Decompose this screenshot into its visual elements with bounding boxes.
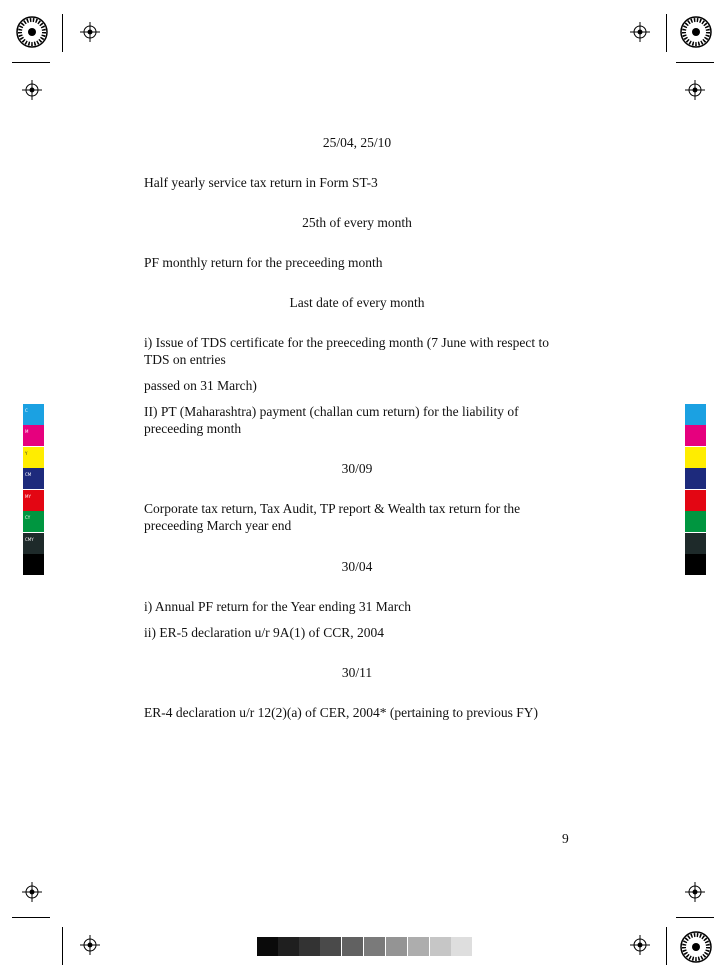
gray-scale-patch bbox=[320, 937, 341, 956]
registration-mark-icon bbox=[22, 882, 42, 902]
color-bar-patch: Y bbox=[23, 447, 44, 468]
color-bar-patch bbox=[685, 468, 706, 489]
compliance-item: ER-4 declaration u/r 12(2)(a) of CER, 2004* (pertaining to previous FY) bbox=[144, 705, 539, 720]
compliance-item: ii) ER-5 declaration u/r 9A(1) of CCR, 2004 bbox=[144, 625, 384, 640]
due-date: 30/04 bbox=[341, 559, 373, 574]
crop-line bbox=[666, 927, 667, 965]
gray-scale-patch bbox=[408, 937, 429, 956]
color-bar-patch bbox=[685, 490, 706, 511]
starburst-mark-icon bbox=[680, 931, 712, 963]
color-bar-patch: K bbox=[23, 554, 44, 575]
gray-scale-patch bbox=[257, 937, 278, 956]
gray-scale-patch bbox=[364, 937, 385, 956]
compliance-item: i) Issue of TDS certificate for the preeceding month (7 June with respect to TDS on entries bbox=[144, 335, 549, 367]
registration-mark-icon bbox=[80, 935, 100, 955]
due-date: 25th of every month bbox=[302, 215, 412, 230]
color-bar-patch bbox=[685, 511, 706, 532]
gray-scale-patch bbox=[430, 937, 451, 956]
compliance-item: passed on 31 March) bbox=[144, 378, 257, 393]
color-bar-patch: M bbox=[23, 425, 44, 446]
crop-line bbox=[676, 917, 714, 918]
crop-line bbox=[12, 62, 50, 63]
starburst-mark-icon bbox=[16, 16, 48, 48]
color-bar-patch: C bbox=[23, 404, 44, 425]
crop-line bbox=[62, 14, 63, 52]
registration-mark-icon bbox=[685, 882, 705, 902]
gray-scale-patch bbox=[278, 937, 299, 956]
gray-scale-patch bbox=[451, 937, 472, 956]
starburst-mark-icon bbox=[680, 16, 712, 48]
gray-scale-patch bbox=[386, 937, 407, 956]
compliance-item: II) PT (Maharashtra) payment (challan cum return) for the liability of preceeding month bbox=[144, 404, 519, 436]
compliance-item: i) Annual PF return for the Year ending 31 March bbox=[144, 599, 411, 614]
crop-line bbox=[12, 917, 50, 918]
due-date: 30/09 bbox=[341, 461, 373, 476]
color-bar-patch: MY bbox=[23, 490, 44, 511]
page-number: 9 bbox=[562, 831, 569, 846]
color-bar-patch bbox=[685, 425, 706, 446]
compliance-item: Half yearly service tax return in Form ST-3 bbox=[144, 175, 378, 190]
due-date: 25/04, 25/10 bbox=[322, 135, 392, 150]
due-date: 30/11 bbox=[341, 665, 373, 680]
gray-scale-patch bbox=[299, 937, 320, 956]
registration-mark-icon bbox=[630, 935, 650, 955]
color-bar-patch: CY bbox=[23, 511, 44, 532]
color-bar-patch bbox=[685, 404, 706, 425]
color-bar-patch: CMY bbox=[23, 533, 44, 554]
color-bar-patch bbox=[685, 554, 706, 575]
registration-mark-icon bbox=[80, 22, 100, 42]
registration-mark-icon bbox=[685, 80, 705, 100]
due-date: Last date of every month bbox=[289, 295, 425, 310]
color-bar-patch: CM bbox=[23, 468, 44, 489]
gray-scale-patch bbox=[342, 937, 363, 956]
crop-line bbox=[676, 62, 714, 63]
compliance-item: PF monthly return for the preceeding month bbox=[144, 255, 383, 270]
color-bar-patch bbox=[685, 447, 706, 468]
registration-mark-icon bbox=[630, 22, 650, 42]
color-bar-patch bbox=[685, 533, 706, 554]
crop-line bbox=[666, 14, 667, 52]
compliance-item: Corporate tax return, Tax Audit, TP report & Wealth tax return for the preceeding March year end bbox=[144, 501, 521, 533]
registration-mark-icon bbox=[22, 80, 42, 100]
crop-line bbox=[62, 927, 63, 965]
